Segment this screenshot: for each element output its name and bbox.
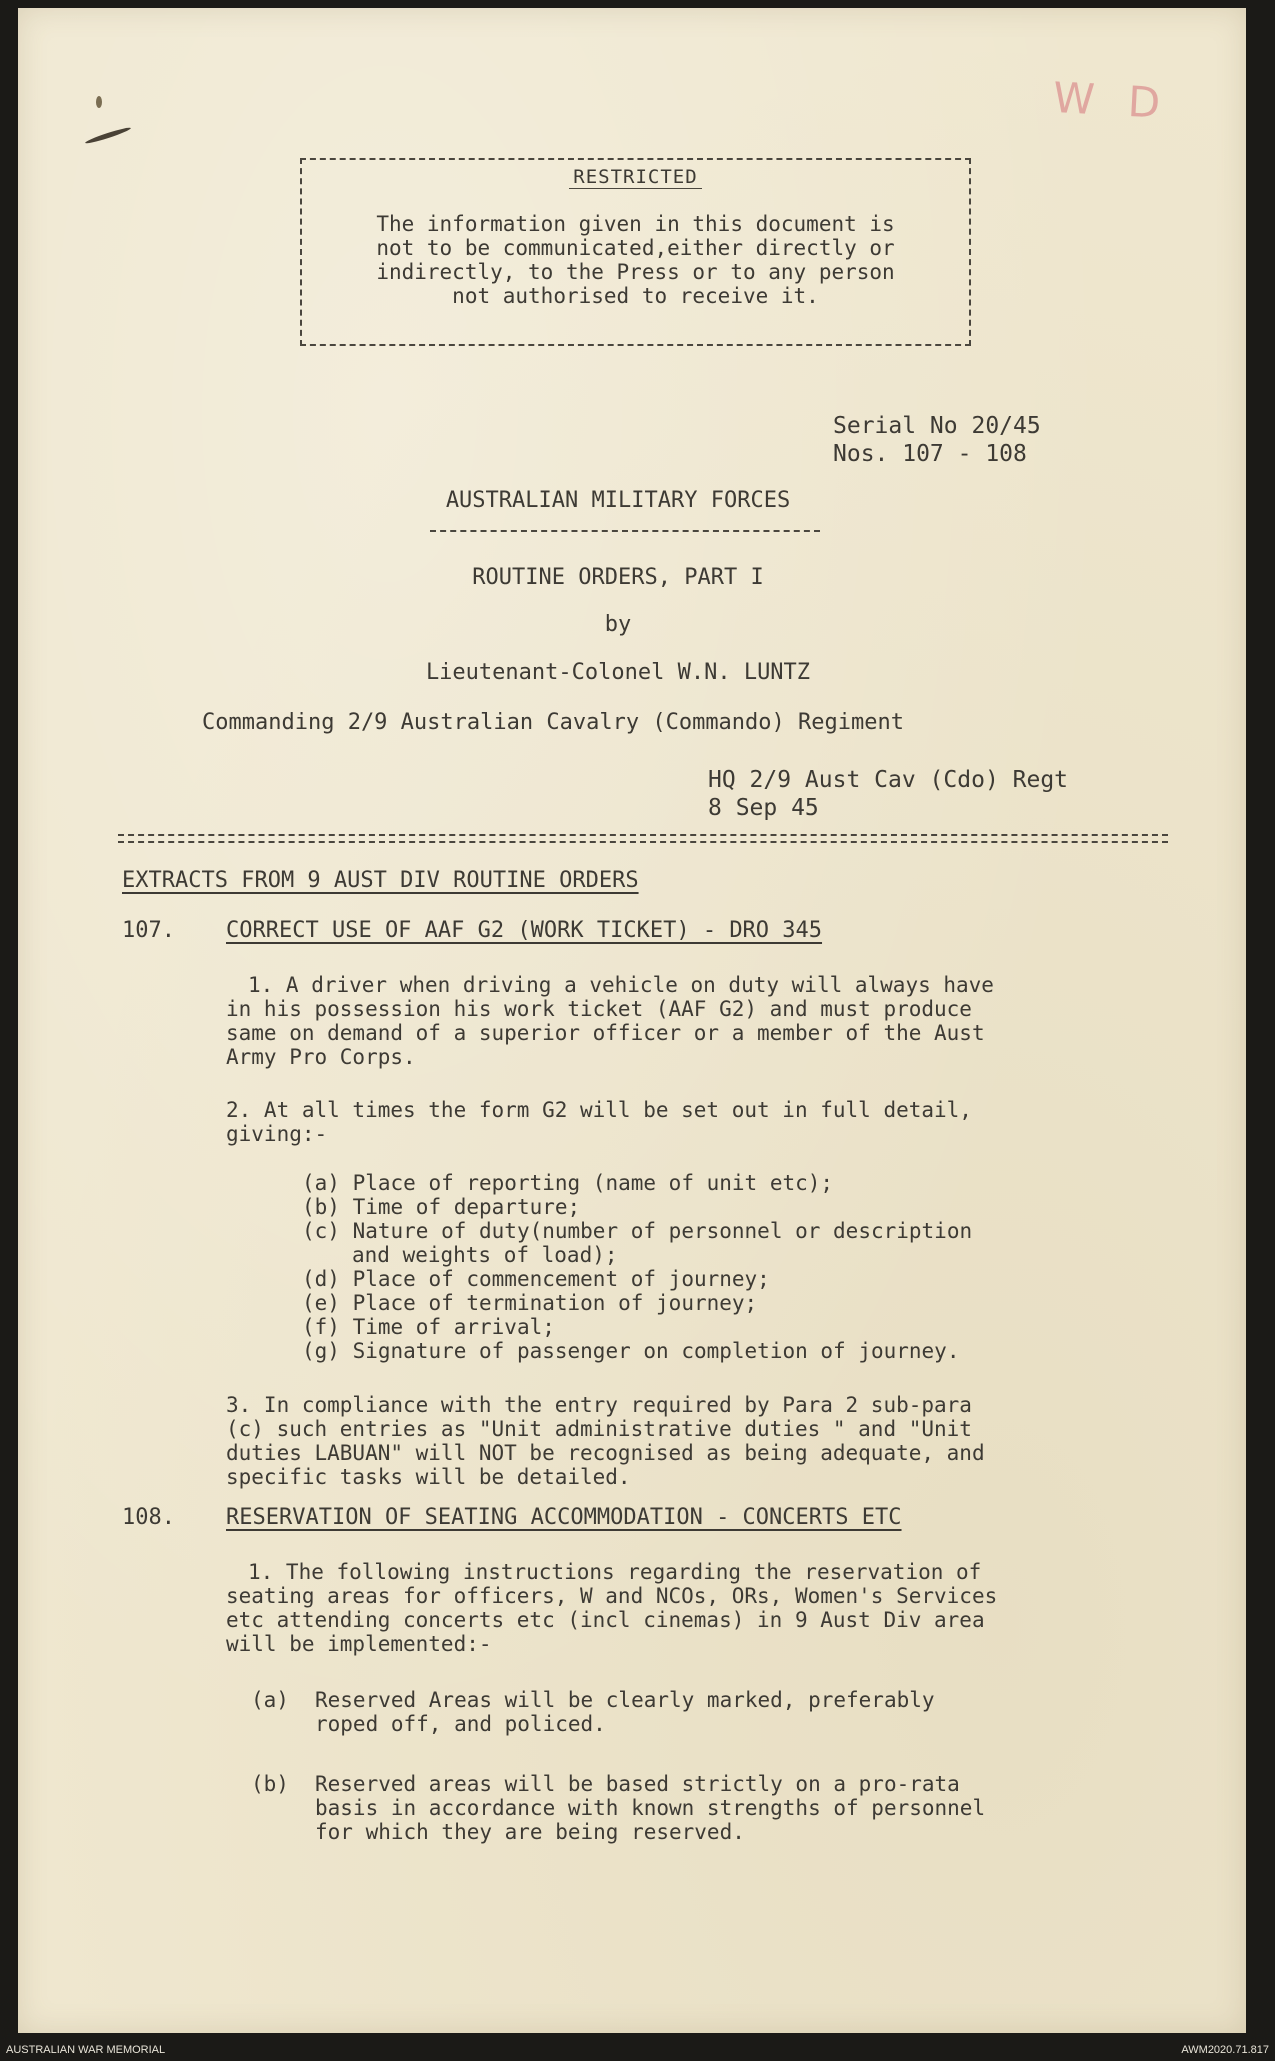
restricted-heading: RESTRICTED <box>302 166 969 188</box>
list-item: (c) Nature of duty(number of personnel or description and weights of load); <box>302 1219 973 1267</box>
org-heading: AUSTRALIAN MILITARY FORCES <box>445 488 791 513</box>
punch-hole-mark <box>96 96 102 108</box>
divider <box>430 530 820 532</box>
order-paragraph: 3. In compliance with the entry required by Para 2 sub-para (c) such entries as "Unit administrative duties " and "Unit duties LABUAN" will NOT be recognised as being adequate, and specific tasks will be detailed. <box>226 1393 985 1489</box>
order-number: 108. <box>122 1505 175 1530</box>
punch-hole-mark <box>84 126 131 146</box>
command-line: Commanding 2/9 Australian Cavalry (Commando) Regiment <box>202 710 904 735</box>
document-page <box>18 8 1246 2033</box>
document-title: ROUTINE ORDERS, PART I <box>472 565 764 590</box>
order-title: CORRECT USE OF AAF G2 (WORK TICKET) - DRO 345 <box>226 918 823 943</box>
order-paragraph: 1. The following instructions regarding the reservation of seating areas for officers, W and NCOs, ORs, Women's Services etc attending concerts etc (incl cinemas) in 9 Aust Div area will be implemented:- <box>226 1560 998 1656</box>
order-paragraph: 2. At all times the form G2 will be set out in full detail, giving:- <box>226 1098 972 1146</box>
list-item: (a) Place of reporting (name of unit etc); <box>302 1171 834 1195</box>
restricted-text: The information given in this document is not to be communicated,either directly or indirectly, to the Press or to any person not authorised to receive it. <box>376 212 895 308</box>
footer-source: AUSTRALIAN WAR MEMORIAL <box>6 2044 166 2056</box>
order-paragraph: 1. A driver when driving a vehicle on duty will always have in his possession his work ticket (AAF G2) and must produce same on demand of a superior officer or a member of the Aust Army Pro Corps. <box>226 973 994 1069</box>
list-item: (b) Time of departure; <box>302 1195 581 1219</box>
list-item: (g) Signature of passenger on completion of journey. <box>302 1339 960 1363</box>
extracts-heading: EXTRACTS FROM 9 AUST DIV ROUTINE ORDERS <box>122 868 639 893</box>
by-line: by <box>604 612 632 637</box>
handwritten-annotation: W D <box>1051 72 1172 129</box>
restricted-notice-box <box>300 158 971 346</box>
section-divider <box>118 834 1168 843</box>
list-item: (e) Place of termination of journey; <box>302 1291 758 1315</box>
order-number: 107. <box>122 918 175 943</box>
list-item: (b) Reserved areas will be based strictly on a pro-rata basis in accordance with known strengths of personnel for which they are being reserved. <box>251 1772 986 1844</box>
hq-block: HQ 2/9 Aust Cav (Cdo) Regt 8 Sep 45 <box>708 767 1069 821</box>
order-title: RESERVATION OF SEATING ACCOMMODATION - CONCERTS ETC <box>226 1505 902 1530</box>
list-item: (a) Reserved Areas will be clearly marked, preferably roped off, and policed. <box>251 1688 935 1736</box>
archive-footer <box>0 2041 1275 2061</box>
officer-name: Lieutenant-Colonel W.N. LUNTZ <box>425 660 811 685</box>
list-item: (d) Place of commencement of journey; <box>302 1267 770 1291</box>
serial-number: Serial No 20/45 Nos. 107 - 108 <box>833 413 1041 467</box>
footer-reference: AWM2020.71.817 <box>1181 2044 1269 2056</box>
list-item: (f) Time of arrival; <box>302 1315 555 1339</box>
